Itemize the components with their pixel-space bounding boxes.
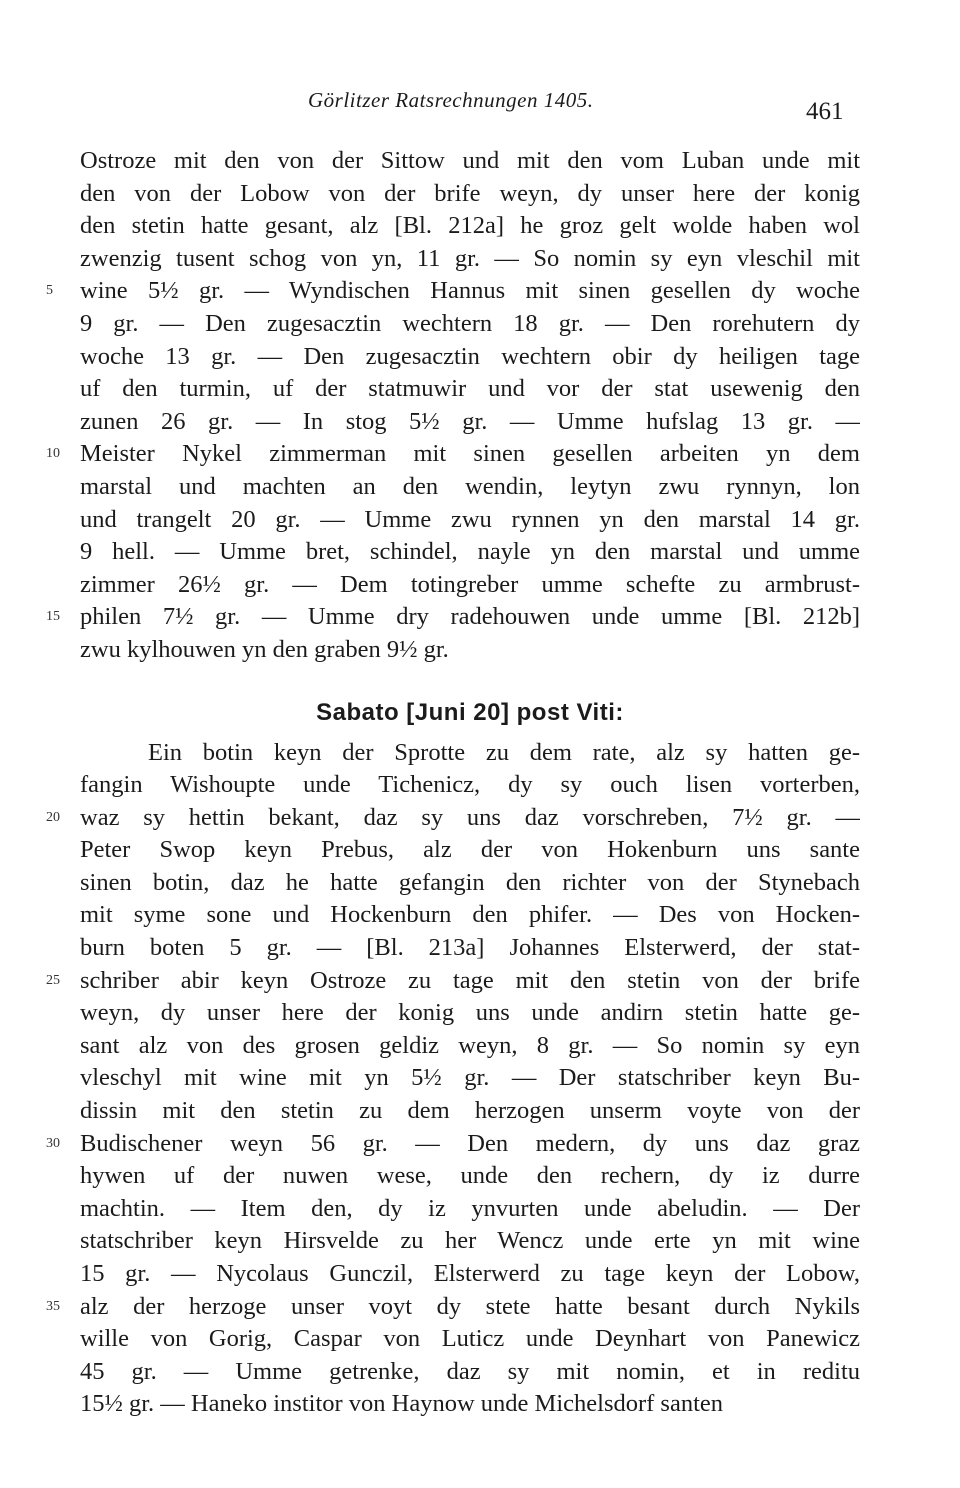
text-line-row <box>80 867 860 900</box>
text-line-row <box>80 536 860 569</box>
text-line: woche 13 gr. — Den zugesacztin wechtern obir dy heiligen tage <box>80 342 860 370</box>
line-number: 5 <box>46 283 53 299</box>
text-line: 15½ gr. — Haneko institor von Haynow unde Michelsdorf santen <box>80 1390 724 1418</box>
text-line: alz der herzoge unser voyt dy stete hatte besant durch Nykils <box>80 1292 860 1320</box>
text-line: wine 5½ gr. — Wyndischen Hannus mit sinen gesellen dy woche <box>80 277 860 305</box>
text-line: zimmer 26½ gr. — Dem totingreber umme schefte zu armbrust- <box>80 570 860 598</box>
text-line: Ostroze mit den von der Sittow und mit den vom Luban unde mit <box>80 147 860 174</box>
text-line-row <box>80 1095 860 1128</box>
text-line: vleschyl mit wine mit yn 5½ gr. — Der statschriber keyn Bu- <box>80 1064 860 1092</box>
text-line-row <box>80 341 860 374</box>
text-line-row <box>80 1030 860 1063</box>
text-line: Ein botin keyn der Sprotte zu dem rate, alz sy hatten ge- <box>148 738 860 766</box>
text-line: hywen uf der nuwen wese, unde den rechern, dy iz durre <box>80 1162 860 1190</box>
text-line: wille von Gorig, Caspar von Luticz unde Deynhart von Panewicz <box>80 1325 860 1353</box>
text-line-row <box>80 932 860 965</box>
text-line: und trangelt 20 gr. — Umme zwu rynnen yn den marstal 14 gr. <box>80 505 860 533</box>
section-heading: Sabato [Juni 20] post Viti: <box>316 698 624 726</box>
text-line-row <box>80 243 860 276</box>
text-line-row <box>80 145 860 178</box>
text-line-row <box>80 1160 860 1193</box>
text-line-row <box>80 997 860 1030</box>
text-line-row <box>80 1388 860 1421</box>
text-line: 15 gr. — Nycolaus Gunczil, Elsterwerd zu tage keyn der Lobow, <box>80 1260 860 1287</box>
text-line: uf den turmin, uf der statmuwir und vor der stat usewenig den <box>80 375 860 403</box>
text-line-row <box>80 373 860 406</box>
page-number: 461 <box>806 98 844 125</box>
text-line-row <box>80 1356 860 1389</box>
text-line: den von der Lobow von der brife weyn, dy unser here der konig <box>80 179 860 207</box>
text-line-row <box>46 601 860 634</box>
text-line-row <box>80 1062 860 1095</box>
body-text <box>46 145 860 1421</box>
text-line-row <box>46 438 860 471</box>
text-line: philen 7½ gr. — Umme dry radehouwen unde umme [Bl. 212b] <box>80 603 860 631</box>
text-line: burn boten 5 gr. — [Bl. 213a] Johannes Elsterwerd, der stat- <box>80 934 860 962</box>
text-line: Peter Swop keyn Prebus, alz der von Hokenburn uns sante <box>80 836 860 864</box>
text-line-row <box>80 899 860 932</box>
text-line: fangin Wishoupte unde Tichenicz, dy sy ouch lisen vorterben, <box>80 771 860 799</box>
text-line-row <box>80 1323 860 1356</box>
text-line-row <box>80 210 860 243</box>
text-line-row <box>80 834 860 867</box>
line-number: 35 <box>46 1298 60 1314</box>
text-line: mit syme sone und Hockenburn den phifer. — Des von Hocken- <box>80 901 860 929</box>
text-line: schriber abir keyn Ostroze zu tage mit den stetin von der brife <box>80 966 860 994</box>
line-number: 25 <box>46 972 60 988</box>
text-line-row <box>80 178 860 211</box>
text-line-row <box>80 406 860 439</box>
text-line: 45 gr. — Umme getrenke, daz sy mit nomin, et in reditu <box>80 1357 860 1385</box>
text-line: sinen botin, daz he hatte gefangin den richter von der Stynebach <box>80 868 860 896</box>
text-line-row <box>80 1258 860 1291</box>
text-line: machtin. — Item den, dy iz ynvurten unde abeludin. — Der <box>80 1194 860 1222</box>
text-line: Budischener weyn 56 gr. — Den medern, dy uns daz graz <box>80 1129 860 1157</box>
text-line: Meister Nykel zimmerman mit sinen gesellen arbeiten yn dem <box>80 440 860 468</box>
text-line-row <box>46 1291 860 1324</box>
text-line-row <box>46 802 860 835</box>
text-line: 9 hell. — Umme bret, schindel, nayle yn den marstal und umme <box>80 538 860 566</box>
text-line: waz sy hettin bekant, daz sy uns daz vorschreben, 7½ gr. — <box>80 803 860 831</box>
text-line-row <box>46 965 860 998</box>
running-title: Görlitzer Ratsrechnungen 1405. <box>308 88 594 112</box>
line-number: 30 <box>46 1135 60 1151</box>
line-number: 20 <box>46 809 60 825</box>
line-number: 10 <box>46 446 60 462</box>
text-line: sant alz von des grosen geldiz weyn, 8 gr. — So nomin sy eyn <box>80 1031 860 1059</box>
text-line-row <box>80 1193 860 1226</box>
text-line-row <box>80 471 860 504</box>
text-line: dissin mit den stetin zu dem herzogen unserm voyte von der <box>80 1097 860 1125</box>
text-line-row <box>80 569 860 602</box>
text-line: 9 gr. — Den zugesacztin wechtern 18 gr. — Den rorehutern dy <box>80 309 860 337</box>
paragraph-1 <box>46 145 860 667</box>
text-line: marstal und machten an den wendin, leytyn zwu rynnyn, lon <box>80 472 860 500</box>
text-line-row <box>46 1128 860 1161</box>
text-line-row <box>46 275 860 308</box>
text-line: weyn, dy unser here der konig uns unde andirn stetin hatte ge- <box>80 999 860 1027</box>
text-line-row <box>80 504 860 537</box>
text-line-row <box>80 634 860 667</box>
paragraph-2 <box>46 737 860 1421</box>
text-line: zwenzig tusent schog von yn, 11 gr. — So nomin sy eyn vleschil mit <box>80 244 860 272</box>
page-header <box>0 88 960 124</box>
text-line-row <box>80 769 860 802</box>
text-line: zwu kylhouwen yn den graben 9½ gr. <box>80 635 449 663</box>
text-line-row <box>80 308 860 341</box>
text-line: zunen 26 gr. — In stog 5½ gr. — Umme hufslag 13 gr. — <box>80 407 860 435</box>
text-line-row <box>80 1225 860 1258</box>
line-number: 15 <box>46 609 60 625</box>
text-line: den stetin hatte gesant, alz [Bl. 212a] he groz gelt wolde haben wol <box>80 212 860 240</box>
text-line-row <box>80 737 860 770</box>
text-line: statschriber keyn Hirsvelde zu her Wencz unde erte yn mit wine <box>80 1227 860 1255</box>
